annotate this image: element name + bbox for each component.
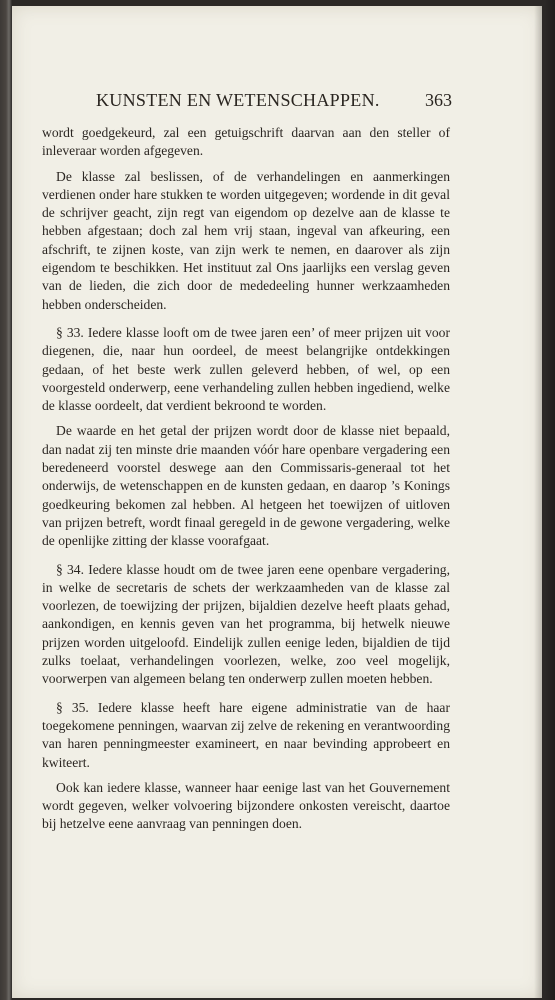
page-number: 363 bbox=[425, 90, 452, 110]
book-page bbox=[12, 6, 542, 998]
paragraph-section-33: § 33. Iedere klasse looft om de twee jaren een’ of meer prijzen uit voor diegenen, die, naar hun oordeel, de meest belangrijke ontdekkingen gedaan, of het beste werk zullen geleverd hebben, of wel, op een voorgesteld onderwerp, eene verhandeling zullen hebben ingediend, welke de klasse oordeelt, dat verdient bekroond te worden. bbox=[42, 324, 450, 414]
running-title: KUNSTEN EN WETENSCHAPPEN. bbox=[96, 90, 380, 110]
paragraph-section-34: § 34. Iedere klasse houdt om de twee jaren eene openbare vergadering, in welke de secretaris de schets der werkzaamheden van de klasse zal voorlezen, de toewijzing der prijzen, bijaldien dezelve heeft plaats gehad, aankondigen, en kennis geven van het programma, bij hetwelk nieuwe prijzen worden uitgeloofd. Eindelijk zullen eenige leden, bijaldien de tijd zulks toelaat, verhandelingen voorlezen, welke, zoo veel mogelijk, voorwerpen van algemeen belang ten onderwerp zullen moeten hebben. bbox=[42, 561, 450, 687]
paragraph-continuation: wordt goedgekeurd, zal een getuigschrift daarvan aan den steller of inleveraar worden afgegeven. bbox=[42, 125, 450, 159]
page-gutter-shadow bbox=[534, 6, 542, 998]
running-header bbox=[96, 90, 452, 112]
paragraph-prijzen-waarde: De waarde en het getal der prijzen wordt door de klasse niet bepaald, dan nadat zij ten minste drie maanden vóór hare openbare vergadering een beredeneerd voorstel deswege aan den Commissaris-generaal tot het onderwijs, de wetenschappen en de kunsten gedaan, en daarop ’s Konings goedkeuring bekomen zal hebben. Al hetgeen het toewijzen of uitloven van prijzen betreft, wordt finaal geregeld in de gewone vergadering, welke de openlijke zitting der klasse voorafgaat. bbox=[42, 423, 450, 549]
paragraph-gouvernement: Ook kan iedere klasse, wanneer haar eenige last van het Gouvernement wordt gegeven, welker volvoering bijzondere onkosten vereischt, daartoe bij hetzelve eene aanvraag van penningen doen. bbox=[42, 779, 450, 832]
body-text bbox=[42, 124, 450, 834]
paragraph-klasse-beslissen: De klasse zal beslissen, of de verhandelingen en aanmerkingen verdienen onder hare stukken te worden uitgegeven; wordende in dit geval de schrijver geacht, zijn regt van eigendom op dezelve aan de klasse te hebben afgestaan; doch zal hem vrij staan, ingeval van afkeuring, een afschrift, te zijnen koste, van zijn werk te nemen, en daarover als zijn eigendom te beschikken. Het instituut zal Ons jaarlijks een verslag geven van de lieden, die zich door de mededeeling hunner werkzaamheden hebben onderscheiden. bbox=[42, 168, 450, 312]
paragraph-section-35: § 35. Iedere klasse heeft hare eigene administratie van de haar toegekomene penningen, waarvan zij zelve de rekening en verantwoording van haren penningmeester examineert, en naar bevinding approbeert en kwiteert. bbox=[42, 699, 450, 770]
